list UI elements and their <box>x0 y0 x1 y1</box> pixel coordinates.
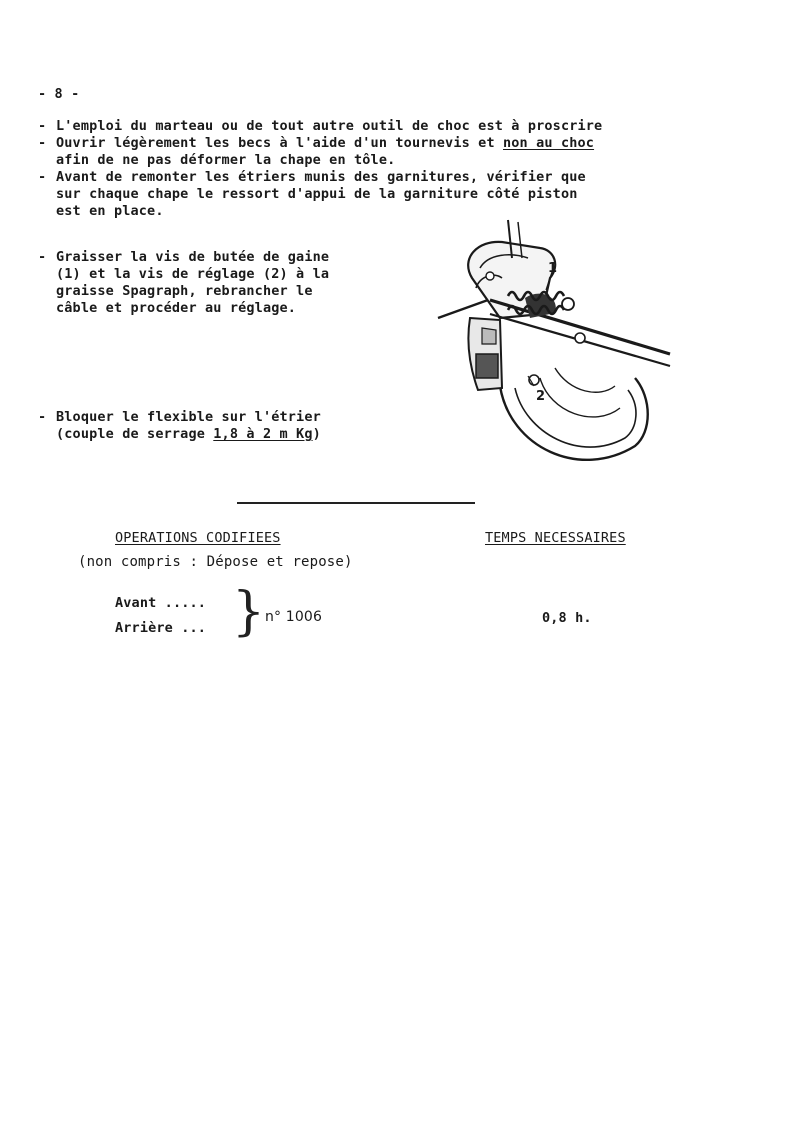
operations-note: (non compris : Dépose et repose) <box>78 554 353 570</box>
torque-suffix: ) <box>312 426 321 442</box>
instruction-grease-line3: graisse Spagraph, rebrancher le <box>56 283 313 299</box>
instruction-open-jaws-text: Ouvrir légèrement les becs à l'aide d'un tournevis et <box>56 135 503 151</box>
instruction-open-jaws-line2: afin de ne pas déformer la chape en tôle. <box>56 152 396 168</box>
header-operations: OPERATIONS CODIFIEES <box>115 530 281 546</box>
row-label-rear: Arrière ... <box>115 620 207 636</box>
instruction-open-jaws <box>56 135 594 151</box>
figure-label-2: 2 <box>536 389 546 404</box>
bullet-dash: - <box>38 409 47 425</box>
row-label-front: Avant ..... <box>115 595 207 611</box>
bullet-dash: - <box>38 249 47 265</box>
page-number: - 8 - <box>38 86 80 102</box>
header-time: TEMPS NECESSAIRES <box>485 530 626 546</box>
torque-value: 1,8 à 2 m Kg <box>213 426 313 442</box>
torque-prefix: (couple de serrage <box>56 426 214 442</box>
caliper-illustration <box>430 218 675 480</box>
instruction-hammer: L'emploi du marteau ou de tout autre outil de choc est à proscrire <box>56 118 603 134</box>
operation-time: 0,8 h. <box>542 610 592 626</box>
bullet-dash: - <box>38 118 47 134</box>
bullet-dash: - <box>38 135 47 151</box>
brace-symbol: } <box>232 582 266 642</box>
operation-code: n° 1006 <box>265 609 323 625</box>
bullet-dash: - <box>38 169 47 185</box>
instruction-flexible-line1: Bloquer le flexible sur l'étrier <box>56 409 321 425</box>
instruction-grease-line2: (1) et la vis de réglage (2) à la <box>56 266 330 282</box>
underlined-not-by-impact: non au choc <box>503 135 595 151</box>
instruction-flexible-line2 <box>56 426 321 442</box>
instruction-check-spring: Avant de remonter les étriers munis des garnitures, vérifier que <box>56 169 586 185</box>
instruction-grease-line1: Graisser la vis de butée de gaine <box>56 249 330 265</box>
section-divider <box>237 502 475 504</box>
instruction-grease-line4: câble et procéder au réglage. <box>56 300 297 316</box>
instruction-check-spring-line3: est en place. <box>56 203 164 219</box>
instruction-check-spring-line2: sur chaque chape le ressort d'appui de la garniture côté piston <box>56 186 578 202</box>
figure-label-1: 1 <box>548 261 558 276</box>
